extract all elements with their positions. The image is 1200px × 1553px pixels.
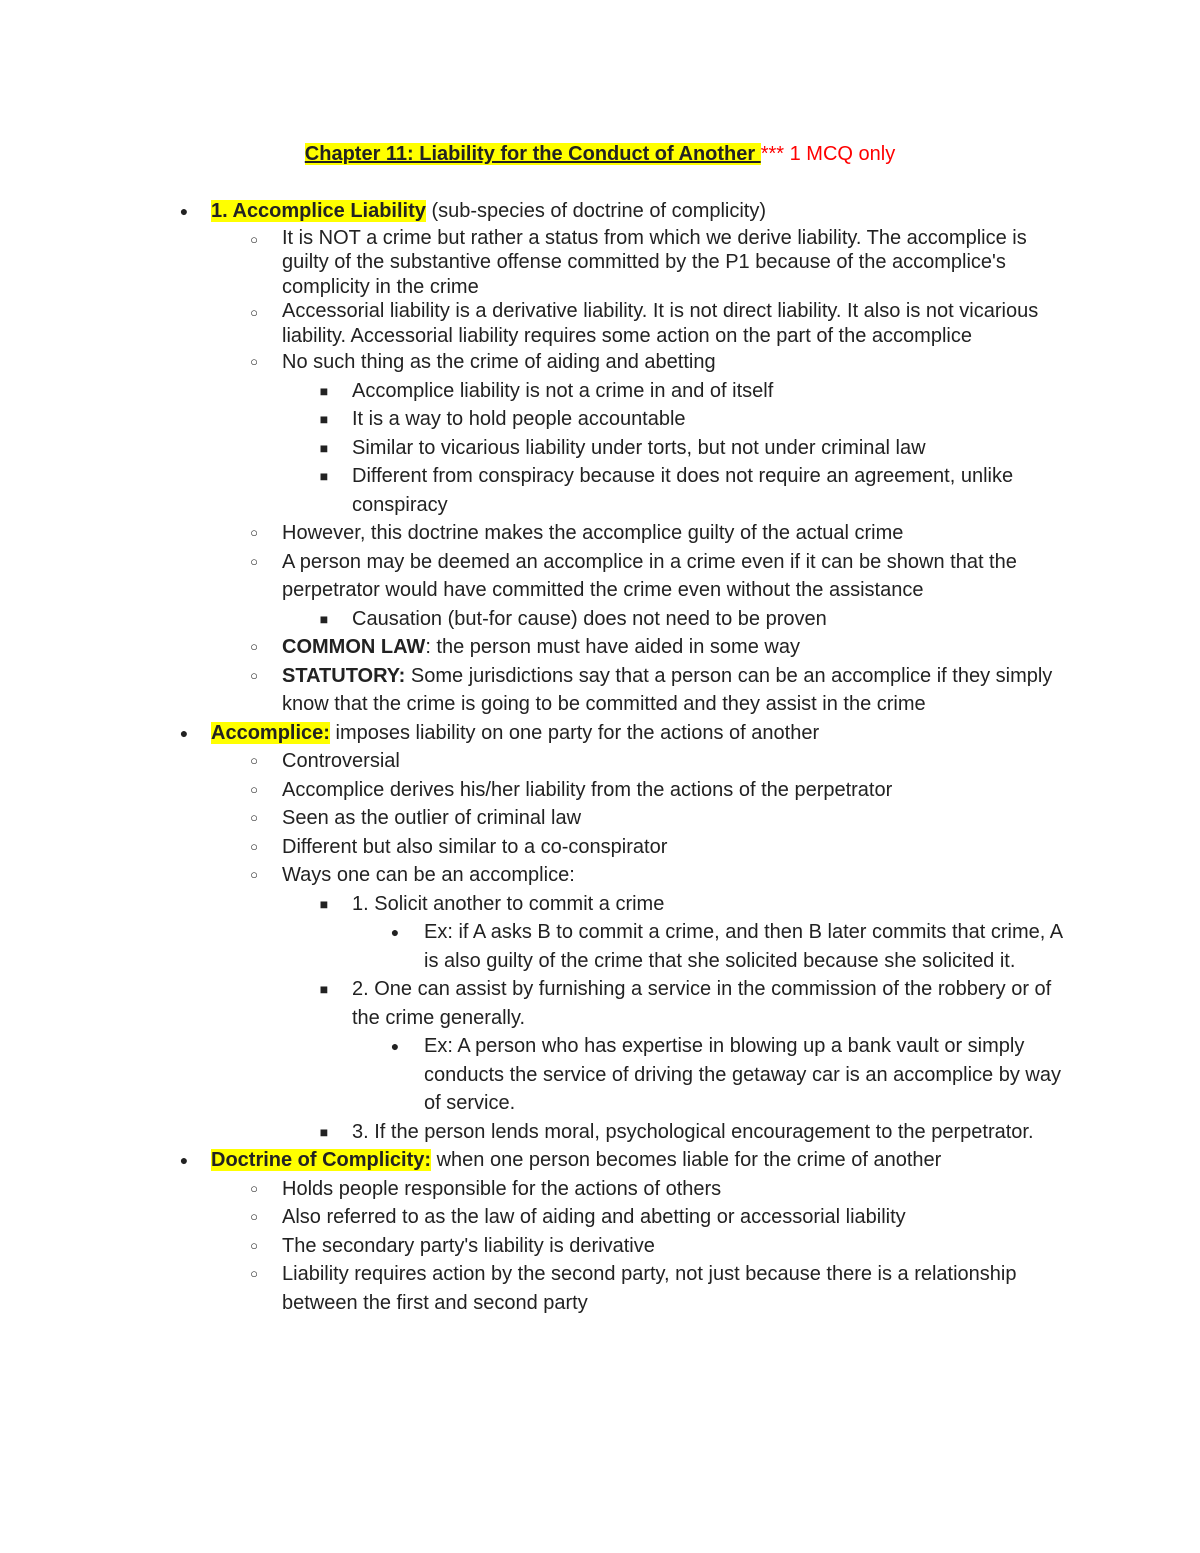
list-item — [0, 434, 1200, 463]
list-item-text: A person may be deemed an accomplice in a crime even if it can be shown that the perpetrator would have committed the crime even without the assistance — [282, 550, 1017, 601]
list-item-text: Ex: if A asks B to commit a crime, and then B later commits that crime, A is also guilty of the crime that she solicited because she solicited it. — [424, 921, 1063, 972]
bullet-square: ■ — [319, 468, 329, 484]
list-item-text: Also referred to as the law of aiding and abetting or accessorial liability — [282, 1206, 906, 1228]
section-accomplice-liability — [0, 197, 1200, 226]
list-item-text: Accomplice derives his/her liability from the actions of the perpetrator — [282, 778, 893, 801]
outline — [0, 197, 1200, 1317]
list-item — [0, 833, 1200, 862]
list-item — [0, 405, 1200, 434]
bullet-open-circle: ○ — [250, 781, 258, 797]
list-item-text: 1. Solicit another to commit a crime — [352, 892, 665, 915]
list-item — [0, 890, 1200, 919]
list-item-text: Accessorial liability is a derivative liability. It is not direct liability. It also is not vicarious liability. Accessorial liability requires some action on the part of the accomplice — [282, 300, 1039, 347]
bullet-filled-circle: ● — [179, 1152, 189, 1168]
bullet-open-circle: ○ — [250, 667, 258, 683]
bullet-open-circle: ○ — [250, 753, 258, 768]
list-item — [0, 1118, 1200, 1147]
list-item-text: Liability requires action by the second party, not just because there is a relationship between the first and second party — [282, 1263, 1017, 1314]
section-text: (sub-species of doctrine of complicity) — [425, 200, 767, 222]
section-heading: 1. Accomplice Liability — [211, 200, 426, 222]
list-item — [0, 1260, 1200, 1317]
bullet-square: ■ — [319, 610, 329, 627]
bullet-open-circle: ○ — [250, 1209, 258, 1224]
bullet-filled-circle: ● — [390, 1038, 400, 1054]
bullet-open-circle: ○ — [250, 354, 258, 369]
bullet-filled-circle: ● — [390, 924, 400, 940]
list-item-text: Controversial — [282, 750, 400, 772]
list-item — [0, 605, 1200, 634]
list-item — [0, 462, 1200, 519]
section-text: when one person becomes liable for the crime of another — [431, 1149, 942, 1171]
bullet-open-circle: ○ — [250, 1180, 258, 1196]
list-item-text: : the person must have aided in some way — [425, 636, 800, 658]
list-item-text: Accomplice liability is not a crime in and of itself — [352, 379, 774, 402]
list-item-text: It is a way to hold people accountable — [352, 408, 686, 430]
list-item — [0, 348, 1200, 377]
list-item-text: Causation (but-for cause) does not need to be proven — [352, 607, 827, 630]
list-item — [0, 1203, 1200, 1232]
list-item-text: 3. If the person lends moral, psychological encouragement to the perpetrator. — [352, 1120, 1034, 1143]
bullet-square: ■ — [319, 1123, 329, 1140]
bullet-square: ■ — [319, 439, 329, 456]
list-item — [0, 662, 1200, 719]
list-item-text: Holds people responsible for the actions of others — [282, 1177, 722, 1200]
list-item — [0, 804, 1200, 833]
term-label: STATUTORY: — [282, 664, 406, 687]
bullet-filled-circle: ● — [179, 203, 189, 219]
section-accomplice — [0, 719, 1200, 748]
bullet-filled-circle: ● — [179, 724, 189, 741]
bullet-open-circle: ○ — [250, 553, 258, 569]
list-item-text: No such thing as the crime of aiding and abetting — [282, 351, 716, 373]
list-item — [0, 377, 1200, 406]
bullet-square: ■ — [319, 382, 329, 399]
bullet-open-circle: ○ — [250, 1266, 258, 1281]
list-item — [0, 776, 1200, 805]
list-item-text: Ex: A person who has expertise in blowing up a bank vault or simply conducts the service of driving the getaway car is an accomplice by way of service. — [424, 1035, 1061, 1114]
list-item — [0, 633, 1200, 662]
list-item-text: It is NOT a crime but rather a status from which we derive liability. The accomplice is guilty of the substantive offense committed by the P1 because of the accomplice's complicity in the crime — [282, 226, 1027, 298]
bullet-open-circle: ○ — [250, 231, 258, 247]
bullet-square: ■ — [319, 411, 329, 427]
bullet-square: ■ — [319, 981, 329, 997]
list-item — [0, 299, 1200, 348]
chapter-title — [0, 140, 1200, 168]
section-heading: Accomplice: — [211, 721, 330, 744]
list-item-text: The secondary party's liability is derivative — [282, 1234, 655, 1257]
section-text: imposes liability on one party for the actions of another — [329, 721, 820, 744]
list-item — [0, 1232, 1200, 1261]
section-heading: Doctrine of Complicity: — [211, 1149, 432, 1171]
list-item — [0, 1032, 1200, 1118]
bullet-open-circle: ○ — [250, 639, 258, 654]
list-item — [0, 861, 1200, 890]
list-item — [0, 975, 1200, 1032]
bullet-open-circle: ○ — [250, 867, 258, 882]
list-item-text: However, this doctrine makes the accomplice guilty of the actual crime — [282, 522, 904, 544]
bullet-open-circle: ○ — [250, 1237, 258, 1253]
bullet-open-circle: ○ — [250, 838, 258, 854]
list-item-text: Similar to vicarious liability under torts, but not under criminal law — [352, 436, 926, 459]
list-item — [0, 548, 1200, 605]
list-item-text: Different from conspiracy because it does not require an agreement, unlike conspiracy — [352, 465, 1014, 516]
list-item — [0, 519, 1200, 548]
term-label: COMMON LAW — [282, 636, 426, 658]
list-item-text: Some jurisdictions say that a person can be an accomplice if they simply know that the crime is going to be committed and they assist in the crime — [282, 664, 1053, 715]
bullet-square: ■ — [319, 895, 329, 912]
bullet-open-circle: ○ — [250, 305, 258, 320]
list-item — [0, 226, 1200, 300]
list-item-text: Ways one can be an accomplice: — [282, 864, 575, 886]
list-item — [0, 918, 1200, 975]
list-item-text: Seen as the outlier of criminal law — [282, 807, 582, 829]
chapter-title-main: Chapter 11: Liability for the Conduct of Another — [304, 143, 761, 165]
bullet-open-circle: ○ — [250, 810, 258, 825]
list-item — [0, 1175, 1200, 1204]
list-item-text: 2. One can assist by furnishing a service in the commission of the robbery or of the crime generally. — [352, 978, 1052, 1029]
chapter-title-note: *** 1 MCQ only — [760, 143, 896, 165]
list-item-text: Different but also similar to a co-conspirator — [282, 835, 668, 858]
bullet-open-circle: ○ — [250, 525, 258, 540]
section-doctrine-of-complicity — [0, 1146, 1200, 1175]
list-item — [0, 747, 1200, 776]
